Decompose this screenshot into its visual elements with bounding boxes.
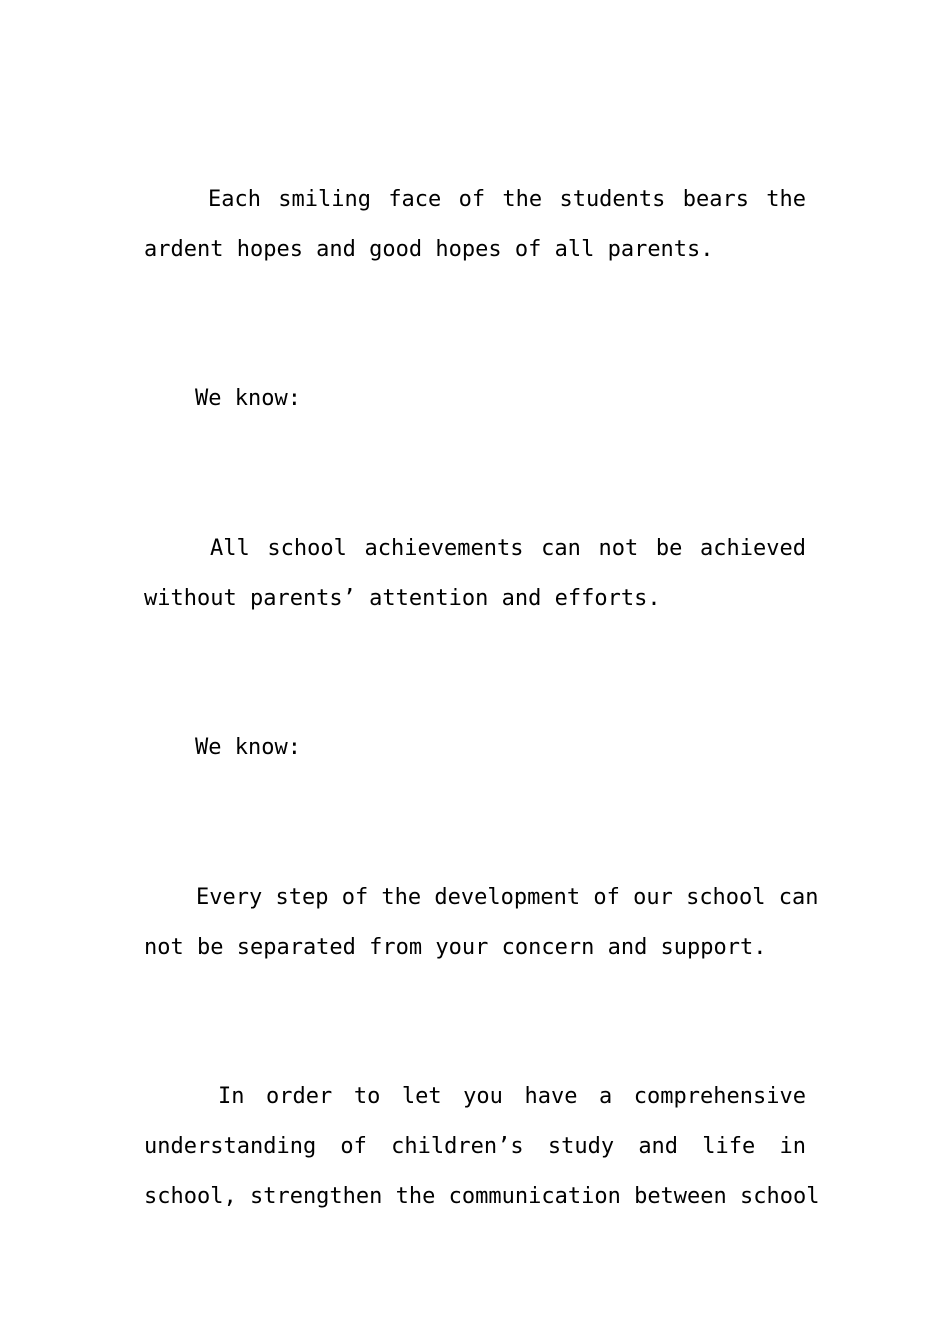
paragraph-5-line-1: Every step of the development of our school can — [196, 885, 819, 910]
paragraph-1-line-2: ardent hopes and good hopes of all parents. — [144, 237, 714, 262]
paragraph-6-line-1: In order to let you have a comprehensive — [218, 1084, 806, 1109]
paragraph-5-line-2: not be separated from your concern and support. — [144, 935, 767, 960]
paragraph-3-line-2: without parents’ attention and efforts. — [144, 586, 661, 611]
paragraph-2-line-1: We know: — [195, 386, 301, 411]
paragraph-4-line-1: We know: — [195, 735, 301, 760]
paragraph-6-line-3: school, strengthen the communication between school — [144, 1184, 820, 1209]
paragraph-6-line-2: understanding of children’s study and life in — [144, 1134, 806, 1159]
paragraph-3-line-1: All school achievements can not be achieved — [210, 536, 806, 561]
paragraph-1-line-1: Each smiling face of the students bears the — [208, 187, 806, 212]
